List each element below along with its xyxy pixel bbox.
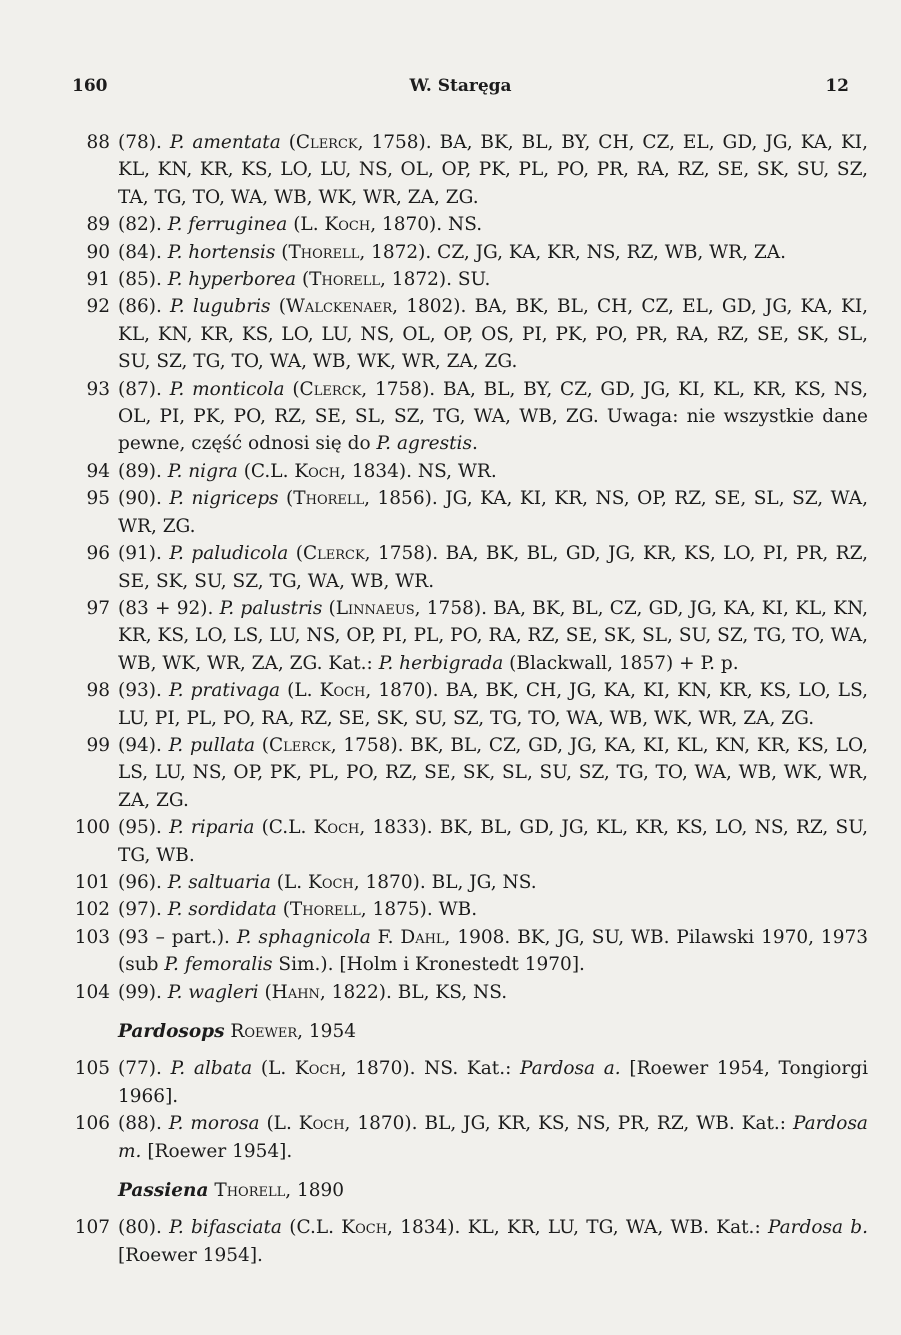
genus-author: Thorell, 1890 (214, 1180, 345, 1202)
species-name: paludicola (191, 543, 289, 565)
species-author: (Clerck, 1758). (295, 543, 439, 565)
genus-abbrev: P. (167, 460, 183, 482)
species-entry (72, 979, 868, 1006)
entry-index: (99). (118, 981, 162, 1003)
species-name: ferruginea (188, 214, 288, 236)
genus-abbrev: P. (170, 296, 185, 318)
tail-end: [Roewer 1954, Tongiorgi 1966]. (118, 1058, 869, 1107)
species-name: riparia (190, 817, 255, 839)
genus-abbrev: P. (169, 488, 184, 510)
species-name: saltuaria (188, 871, 271, 893)
genus-abbrev: P. (170, 1058, 186, 1080)
tail-genus: P. (164, 954, 179, 976)
species-list-part-1 (72, 129, 868, 1006)
tail-genus: Pardosa (520, 1058, 596, 1080)
species-entry (72, 293, 868, 375)
tail-end: (Blackwall, 1857) + P. p. (509, 652, 739, 674)
genus-author: Roewer, 1954 (230, 1021, 356, 1042)
tail-species: herbigrada (399, 652, 504, 674)
tail-genus: Pardosa (792, 1113, 868, 1135)
species-author: (C.L. Koch, 1833). (261, 817, 433, 839)
species-entry (72, 376, 868, 458)
entry-text (118, 129, 868, 211)
genus-abbrev: P. (167, 269, 183, 291)
tail-end: . (471, 433, 478, 455)
species-author: (C.L. Koch, 1834). (243, 460, 413, 482)
localities: NS. (448, 214, 483, 236)
entry-text (118, 293, 868, 375)
entry-index: (90). (118, 488, 162, 510)
tail-end: Sim.). [Holm i Kronestedt 1970]. (278, 954, 585, 976)
genus-abbrev: P. (167, 899, 183, 921)
entry-text (118, 677, 868, 732)
localities: BA, BK, BL, BY, CH, CZ, EL, GD, JG, KA, KI, KL, KN, KR, KS, LO, LU, NS, OL, OP, PK, PL, PO, PR, RA, RZ, SE, SK, SU, SZ, TA, TG, TO, WA, WB, WK, WR, ZA, ZG. (118, 132, 868, 208)
running-title: W. Staręga (409, 76, 512, 96)
species-name: bifasciata (191, 1217, 282, 1239)
localities: BK, BL, CZ, GD, JG, KA, KI, KL, KN, KR, KS, LO, LS, LU, NS, OP, PK, PL, PO, RZ, SE, SK, SL, SU, SZ, TG, TO, WA, WB, WK, WR, ZA, ZG. (118, 734, 868, 811)
tail-end: [Roewer 1954]. (118, 1244, 263, 1266)
genus-abbrev: P. (168, 680, 184, 702)
species-author: (C.L. Koch, 1834). (289, 1217, 461, 1239)
species-entry (72, 677, 868, 732)
entry-number: 105 (74, 1058, 110, 1080)
species-entry (72, 458, 868, 485)
localities: BL, JG, KR, KS, NS, PR, RZ, WB. Kat.: (424, 1113, 787, 1135)
entry-text (118, 979, 868, 1006)
genus-abbrev: P. (167, 214, 183, 236)
species-list (72, 129, 868, 1269)
entry-index: (86). (118, 296, 162, 318)
entry-index: (78). (118, 132, 162, 153)
species-name: sphagnicola (258, 926, 371, 948)
entry-text (118, 266, 868, 293)
localities: KL, KR, LU, TG, WA, WB. Kat.: (467, 1217, 761, 1239)
species-name: amentata (192, 132, 281, 153)
entry-index: (82). (118, 214, 162, 236)
localities: SU. (457, 269, 491, 291)
entry-text (118, 924, 868, 979)
entry-index: (85). (118, 269, 162, 291)
species-author: (Thorell, 1856). (286, 488, 438, 510)
tail-genus: P. (378, 652, 394, 674)
entry-index: (87). (118, 378, 162, 400)
entry-text (118, 732, 868, 814)
species-name: nigra (188, 460, 238, 482)
entry-index: (91). (118, 543, 162, 565)
genus-abbrev: P. (219, 597, 235, 619)
entry-number: 101 (74, 871, 110, 893)
localities: BA, BK, BL, CH, CZ, EL, GD, JG, KA, KI, KL, KN, KR, KS, LO, LU, NS, OL, OP, OS, PI, PK, PO, PR, RA, RZ, SE, SK, SL, SU, SZ, TG, TO, WA, WB, WK, WR, ZA, ZG. (118, 296, 869, 373)
species-author: (L. Koch, 1870). (293, 214, 443, 236)
entry-text (118, 595, 868, 677)
species-name: monticola (192, 378, 285, 400)
entry-text (118, 896, 868, 923)
species-entry (72, 1214, 868, 1269)
entry-index: (88). (118, 1113, 162, 1135)
tail-species: agrestis (396, 433, 472, 455)
species-entry (72, 595, 868, 677)
species-entry (72, 869, 868, 896)
genus-name: Pardosops (118, 1021, 225, 1042)
entry-number: 100 (74, 817, 110, 839)
entry-text (118, 814, 868, 869)
species-list-part-2 (72, 1055, 868, 1165)
entry-number: 103 (74, 926, 110, 948)
genus-abbrev: P. (169, 132, 185, 153)
entry-number: 95 (86, 488, 110, 510)
entry-text (118, 376, 868, 458)
species-entry (72, 1110, 868, 1165)
tail-species: b. (850, 1217, 869, 1239)
genus-abbrev: P. (168, 1113, 184, 1135)
entry-text (118, 211, 868, 238)
entry-text (118, 485, 868, 540)
entry-number: 104 (74, 981, 110, 1003)
tail-species: a. (603, 1058, 621, 1080)
localities: BA, BK, BL, GD, JG, KR, KS, LO, PI, PR, RZ, SE, SK, SU, SZ, TG, WA, WB, WR. (118, 543, 869, 592)
entry-number: 96 (86, 543, 110, 565)
localities: CZ, JG, KA, KR, NS, RZ, WB, WR, ZA. (437, 241, 786, 263)
species-author: (L. Koch, 1870). (276, 871, 426, 893)
localities: NS. Kat.: (424, 1058, 512, 1080)
localities: BA, BK, CH, JG, KA, KI, KN, KR, KS, LO, LS, LU, PI, PL, PO, RA, RZ, SE, SK, SU, SZ, TG, TO, WA, WB, WK, WR, ZA, ZG. (118, 680, 868, 729)
entry-text (118, 869, 868, 896)
species-entry (72, 924, 868, 979)
species-entry (72, 732, 868, 814)
entry-text (118, 458, 868, 485)
localities: BK, JG, SU, WB. Pilawski 1970, 1973 (sub (118, 926, 869, 976)
entry-number: 90 (86, 241, 110, 263)
species-author: (Thorell, 1872). (281, 241, 432, 263)
species-name: wagleri (188, 981, 259, 1003)
localities: BL, JG, NS. (431, 871, 537, 893)
genus-heading-passiena (72, 1177, 868, 1204)
species-author: (Walckenaer, 1802). (278, 296, 467, 318)
entry-number: 97 (86, 597, 110, 619)
entry-number: 91 (86, 269, 110, 291)
species-entry (72, 540, 868, 595)
species-entry (72, 129, 868, 211)
species-name: morosa (190, 1113, 260, 1135)
species-author: (L. Koch, 1870). (266, 1113, 418, 1135)
entry-index: (83 + 92). (118, 597, 214, 619)
genus-abbrev: P. (169, 543, 184, 565)
species-entry (72, 266, 868, 293)
genus-abbrev: P. (236, 926, 252, 948)
species-entry (72, 239, 868, 266)
page-header (72, 76, 849, 100)
species-author: (Thorell, 1872). (301, 269, 452, 291)
localities: BL, KS, NS. (397, 981, 508, 1003)
entry-text (118, 540, 868, 595)
species-name: pullata (189, 734, 256, 756)
entry-index: (80). (118, 1217, 162, 1239)
species-entry (72, 485, 868, 540)
species-entry (72, 1055, 868, 1110)
entry-index: (93 – part.). (118, 926, 230, 948)
entry-index: (96). (118, 871, 162, 893)
genus-abbrev: P. (167, 871, 183, 893)
localities: WB. (438, 899, 478, 921)
tail-end: [Roewer 1954]. (147, 1140, 293, 1162)
entry-index: (89). (118, 460, 162, 482)
genus-heading-pardosops (72, 1018, 868, 1045)
entry-index: (93). (118, 680, 162, 702)
entry-number: 107 (74, 1217, 110, 1239)
species-name: prativaga (190, 680, 281, 702)
entry-text (118, 1055, 868, 1110)
species-name: hortensis (188, 241, 276, 263)
species-name: lugubris (192, 296, 271, 318)
species-author: (Clerck, 1758). (292, 378, 436, 400)
species-entry (72, 211, 868, 238)
species-name: hyperborea (188, 269, 297, 291)
entry-index: (94). (118, 734, 162, 756)
page-number-right: 12 (825, 76, 849, 96)
localities: BA, BL, BY, CZ, GD, JG, KI, KL, KR, KS, NS, OL, PI, PK, PO, RZ, SE, SL, SZ, TG, WA, WB, ZG. Uwaga: nie wszystkie dane pewne, część odnosi się do (118, 378, 868, 455)
entry-text (118, 239, 868, 266)
species-entry (72, 896, 868, 923)
entry-number: 93 (86, 378, 110, 400)
entry-text (118, 1110, 868, 1165)
entry-text (118, 1214, 868, 1269)
species-name: albata (193, 1058, 253, 1080)
entry-index: (84). (118, 241, 162, 263)
tail-species: femoralis (184, 954, 273, 976)
species-entry (72, 814, 868, 869)
localities: BA, BK, BL, CZ, GD, JG, KA, KI, KL, KN, KR, KS, LO, LS, LU, NS, OP, PI, PL, PO, RA, RZ, SE, SK, SL, SU, SZ, TG, TO, WA, WB, WK, WR, ZA, ZG. Kat.: (118, 597, 868, 674)
species-list-part-3 (72, 1214, 868, 1269)
genus-abbrev: P. (167, 241, 183, 263)
species-author: (Clerck, 1758). (288, 132, 432, 153)
entry-number: 92 (86, 296, 110, 318)
tail-genus: P. (376, 433, 392, 455)
entry-number: 88 (86, 132, 110, 153)
localities: JG, KA, KI, KR, NS, OP, RZ, SE, SL, SZ, WA, WR, ZG. (118, 488, 868, 537)
entry-number: 99 (86, 734, 110, 756)
localities: BK, BL, GD, JG, KL, KR, KS, LO, NS, RZ, SU, TG, WB. (118, 817, 868, 866)
genus-abbrev: P. (169, 378, 185, 400)
genus-abbrev: P. (169, 817, 184, 839)
entry-number: 106 (74, 1113, 110, 1135)
species-author: (Thorell, 1875). (282, 899, 433, 921)
page-number-left: 160 (72, 76, 108, 96)
genus-abbrev: P. (167, 981, 183, 1003)
species-name: sordidata (188, 899, 277, 921)
species-author: (L. Koch, 1870). (260, 1058, 416, 1080)
entry-number: 102 (74, 899, 110, 921)
entry-number: 89 (86, 214, 110, 236)
tail-genus: Pardosa (767, 1217, 843, 1239)
entry-index: (77). (118, 1058, 162, 1080)
genus-name: Passiena (118, 1180, 209, 1202)
entry-index: (97). (118, 899, 162, 921)
species-name: palustris (240, 597, 323, 619)
entry-number: 94 (86, 460, 110, 482)
entry-index: (95). (118, 817, 162, 839)
entry-number: 98 (86, 680, 110, 702)
genus-abbrev: P. (169, 1217, 184, 1239)
genus-abbrev: P. (168, 734, 184, 756)
localities: NS, WR. (417, 460, 497, 482)
species-author: (Clerck, 1758). (261, 734, 404, 756)
species-author: (Linnaeus, 1758). (328, 597, 487, 619)
species-author: (L. Koch, 1870). (287, 680, 439, 702)
species-author: F. Dahl, 1908. (377, 926, 511, 948)
tail-species: m. (118, 1140, 142, 1162)
species-name: nigriceps (191, 488, 279, 510)
species-author: (Hahn, 1822). (264, 981, 392, 1003)
